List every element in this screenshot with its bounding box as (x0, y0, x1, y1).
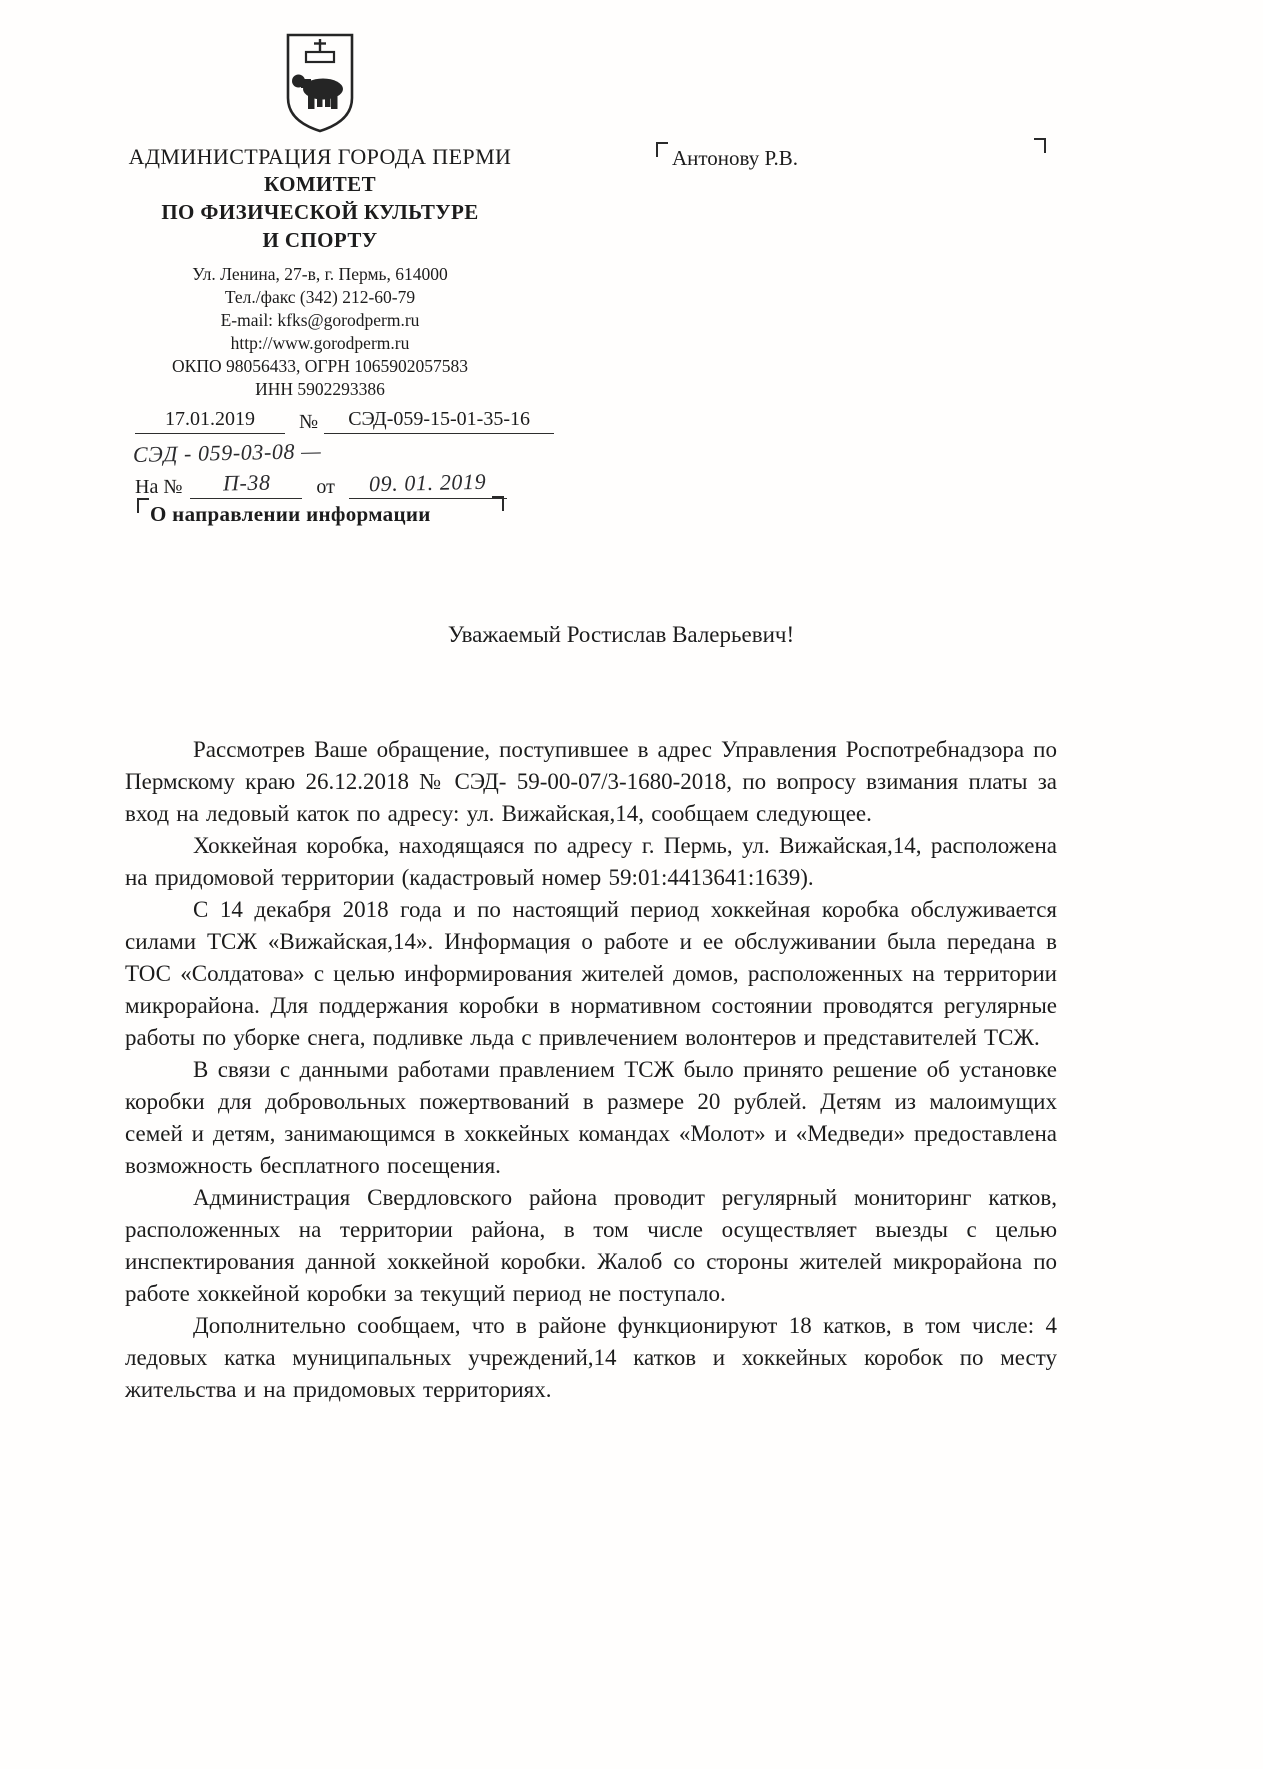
outgoing-ref-row (135, 408, 695, 434)
committee-name-line2: ПО ФИЗИЧЕСКОЙ КУЛЬТУРЕ (161, 200, 479, 224)
salutation: Уважаемый Ростислав Валерьевич! (447, 622, 795, 647)
address-line: Ул. Ленина, 27-в, г. Пермь, 614000 (192, 264, 448, 284)
handwritten-incoming-number: П-38 (222, 469, 271, 496)
corner-bracket-top-left-icon (137, 498, 149, 513)
website-line: http://www.gorodperm.ru (230, 333, 410, 353)
contact-block (90, 263, 550, 401)
letter-body (125, 622, 1057, 1406)
body-paragraphs (125, 734, 1057, 1406)
incoming-ref-label: На № (135, 476, 183, 498)
number-sign: № (299, 411, 319, 433)
phone-line: Тел./факс (342) 212-60-79 (224, 287, 416, 307)
perm-coat-of-arms-icon (283, 32, 357, 134)
registration-block (132, 408, 695, 499)
incoming-from-label: от (316, 476, 335, 498)
corner-bracket-top-left-icon (656, 142, 668, 157)
organization-name: АДМИНИСТРАЦИЯ ГОРОДА ПЕРМИ (128, 144, 512, 169)
handwritten-incoming-date: 09. 01. 2019 (369, 468, 487, 497)
body-paragraph: Администрация Свердловского района проводит регулярный мониторинг катков, расположенных на территории района, в том числе осуществляет выезды с целью инспектирования данной хоккейной коробки. Жалоб со стороны жителей микрорайона по работе хоккейной коробки за текущий период не поступало. (125, 1185, 1057, 1306)
email-line: E-mail: kfks@gorodperm.ru (220, 310, 420, 330)
subject-line: О направлении информации (150, 502, 431, 526)
handwritten-registration-number: СЭД - 059-03-08 — (132, 438, 322, 467)
addressee-name: Антонову Р.В. (672, 146, 799, 170)
inn-line: ИНН 5902293386 (255, 379, 385, 399)
incoming-ref-row (135, 470, 695, 499)
body-paragraph: Хоккейная коробка, находящаяся по адресу г. Пермь, ул. Вижайская,14, расположена на придомовой территории (кадастровый номер 59:01:4413641:1639). (125, 833, 1057, 890)
corner-bracket-top-right-icon (492, 496, 504, 511)
okpo-ogrn-line: ОКПО 98056433, ОГРН 1065902057583 (172, 356, 468, 376)
body-paragraph: Рассмотрев Ваше обращение, поступившее в адрес Управления Роспотребнадзора по Пермскому краю 26.12.2018 № СЭД- 59-00-07/3-1680-2018, по вопросу взимания платы за вход на ледовый каток по адресу: ул. Вижайская,14, сообщаем следующее. (125, 737, 1057, 826)
body-paragraph: В связи с данными работами правлением ТСЖ было принято решение об установке коробки для добровольных пожертвований в размере 20 рублей. Детям из малоимущих семей и детям, занимающимся в хоккейных командах «Молот» и «Медведи» предоставлена возможность бесплатного посещения. (125, 1057, 1057, 1178)
corner-bracket-top-right-icon (1034, 138, 1046, 153)
outgoing-number: СЭД-059-15-01-35-16 (324, 408, 554, 434)
committee-name-line1: КОМИТЕТ (263, 172, 376, 196)
body-paragraph: С 14 декабря 2018 года и по настоящий период хоккейная коробка обслуживается силами ТСЖ «Вижайская,14». Информация о работе и ее обслуживании была передана в ТОС «Солдатова» с целью информирования жителей домов, расположенных на территории микрорайона. Для поддержания коробки в нормативном состоянии проводятся регулярные работы по уборке снега, подливке льда с привлечением волонтеров и представителей ТСЖ. (125, 897, 1057, 1050)
letterhead (90, 32, 550, 401)
committee-name-line3: И СПОРТУ (262, 228, 378, 252)
body-paragraph: Дополнительно сообщаем, что в районе функционируют 18 катков, в том числе: 4 ледовых катка муниципальных учреждений,14 катков и хоккейных коробок по месту жительства и на придомовых территориях. (125, 1313, 1057, 1402)
outgoing-date: 17.01.2019 (135, 408, 285, 434)
